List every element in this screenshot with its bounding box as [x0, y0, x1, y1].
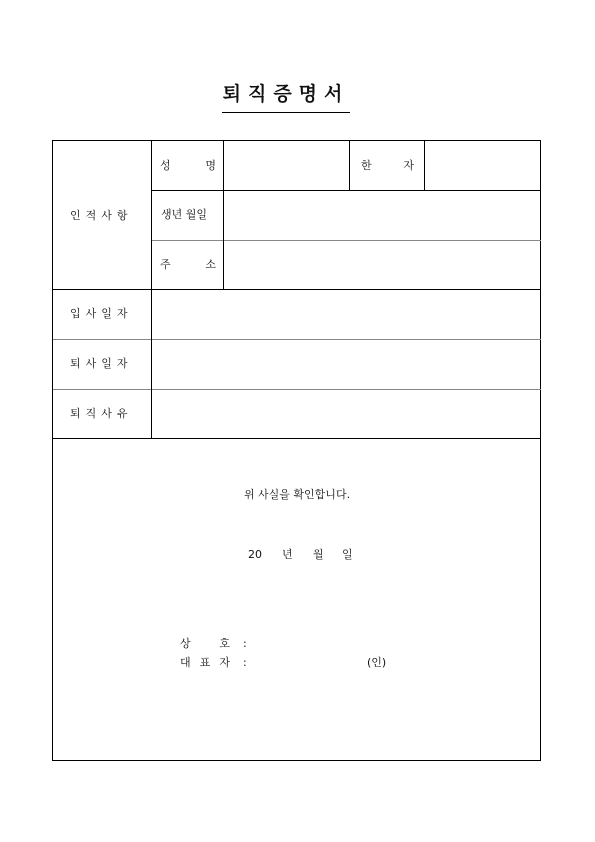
- title-underline: [222, 112, 350, 113]
- birth-date-label: 생년 월일: [161, 208, 208, 221]
- company-label-char: 호: [219, 637, 230, 650]
- document-title: 퇴직증명서: [222, 83, 350, 105]
- reason-label: 퇴직사유: [70, 407, 133, 420]
- address-label-char: 소: [205, 258, 216, 271]
- personal-section-label: 인적사항: [70, 209, 133, 222]
- representative-label-char: 표: [199, 656, 211, 669]
- representative-name-field[interactable]: [253, 654, 363, 672]
- company-label: [180, 637, 230, 651]
- representative-label-char: 자: [219, 656, 230, 669]
- representative-label-char: 대: [180, 656, 191, 669]
- column-divider: [349, 141, 350, 190]
- hire-date-label: 입사일자: [70, 307, 133, 320]
- row-divider: [53, 438, 541, 439]
- date-day-label: 일: [342, 548, 353, 561]
- name-label-char: 명: [205, 159, 216, 172]
- name-label-char: 성: [160, 159, 171, 172]
- date-year-label: 년: [282, 548, 293, 561]
- representative-label: [180, 656, 230, 670]
- company-label-char: 상: [180, 637, 191, 650]
- name-label: [160, 159, 216, 173]
- hire-date-field[interactable]: [152, 290, 540, 338]
- company-name-field[interactable]: [253, 635, 453, 653]
- representative-colon: :: [243, 656, 247, 669]
- hanja-label: [361, 159, 414, 173]
- leave-date-field[interactable]: [152, 340, 540, 388]
- certificate-form: [52, 140, 541, 761]
- confirmation-statement: 위 사실을 확인합니다.: [243, 488, 351, 501]
- address-label: [160, 258, 216, 272]
- seal-mark: (인): [367, 656, 387, 669]
- birth-date-field[interactable]: [224, 191, 540, 239]
- name-field[interactable]: [224, 142, 348, 189]
- address-label-char: 주: [160, 258, 171, 271]
- reason-field[interactable]: [152, 390, 540, 437]
- hanja-label-char: 한: [361, 159, 372, 172]
- leave-date-label: 퇴사일자: [70, 357, 133, 370]
- company-colon: :: [243, 637, 247, 650]
- hanja-label-char: 자: [403, 159, 414, 172]
- date-month-label: 월: [313, 548, 324, 561]
- address-field[interactable]: [224, 241, 540, 288]
- hanja-name-field[interactable]: [425, 142, 540, 189]
- date-year-prefix: 20: [248, 548, 262, 561]
